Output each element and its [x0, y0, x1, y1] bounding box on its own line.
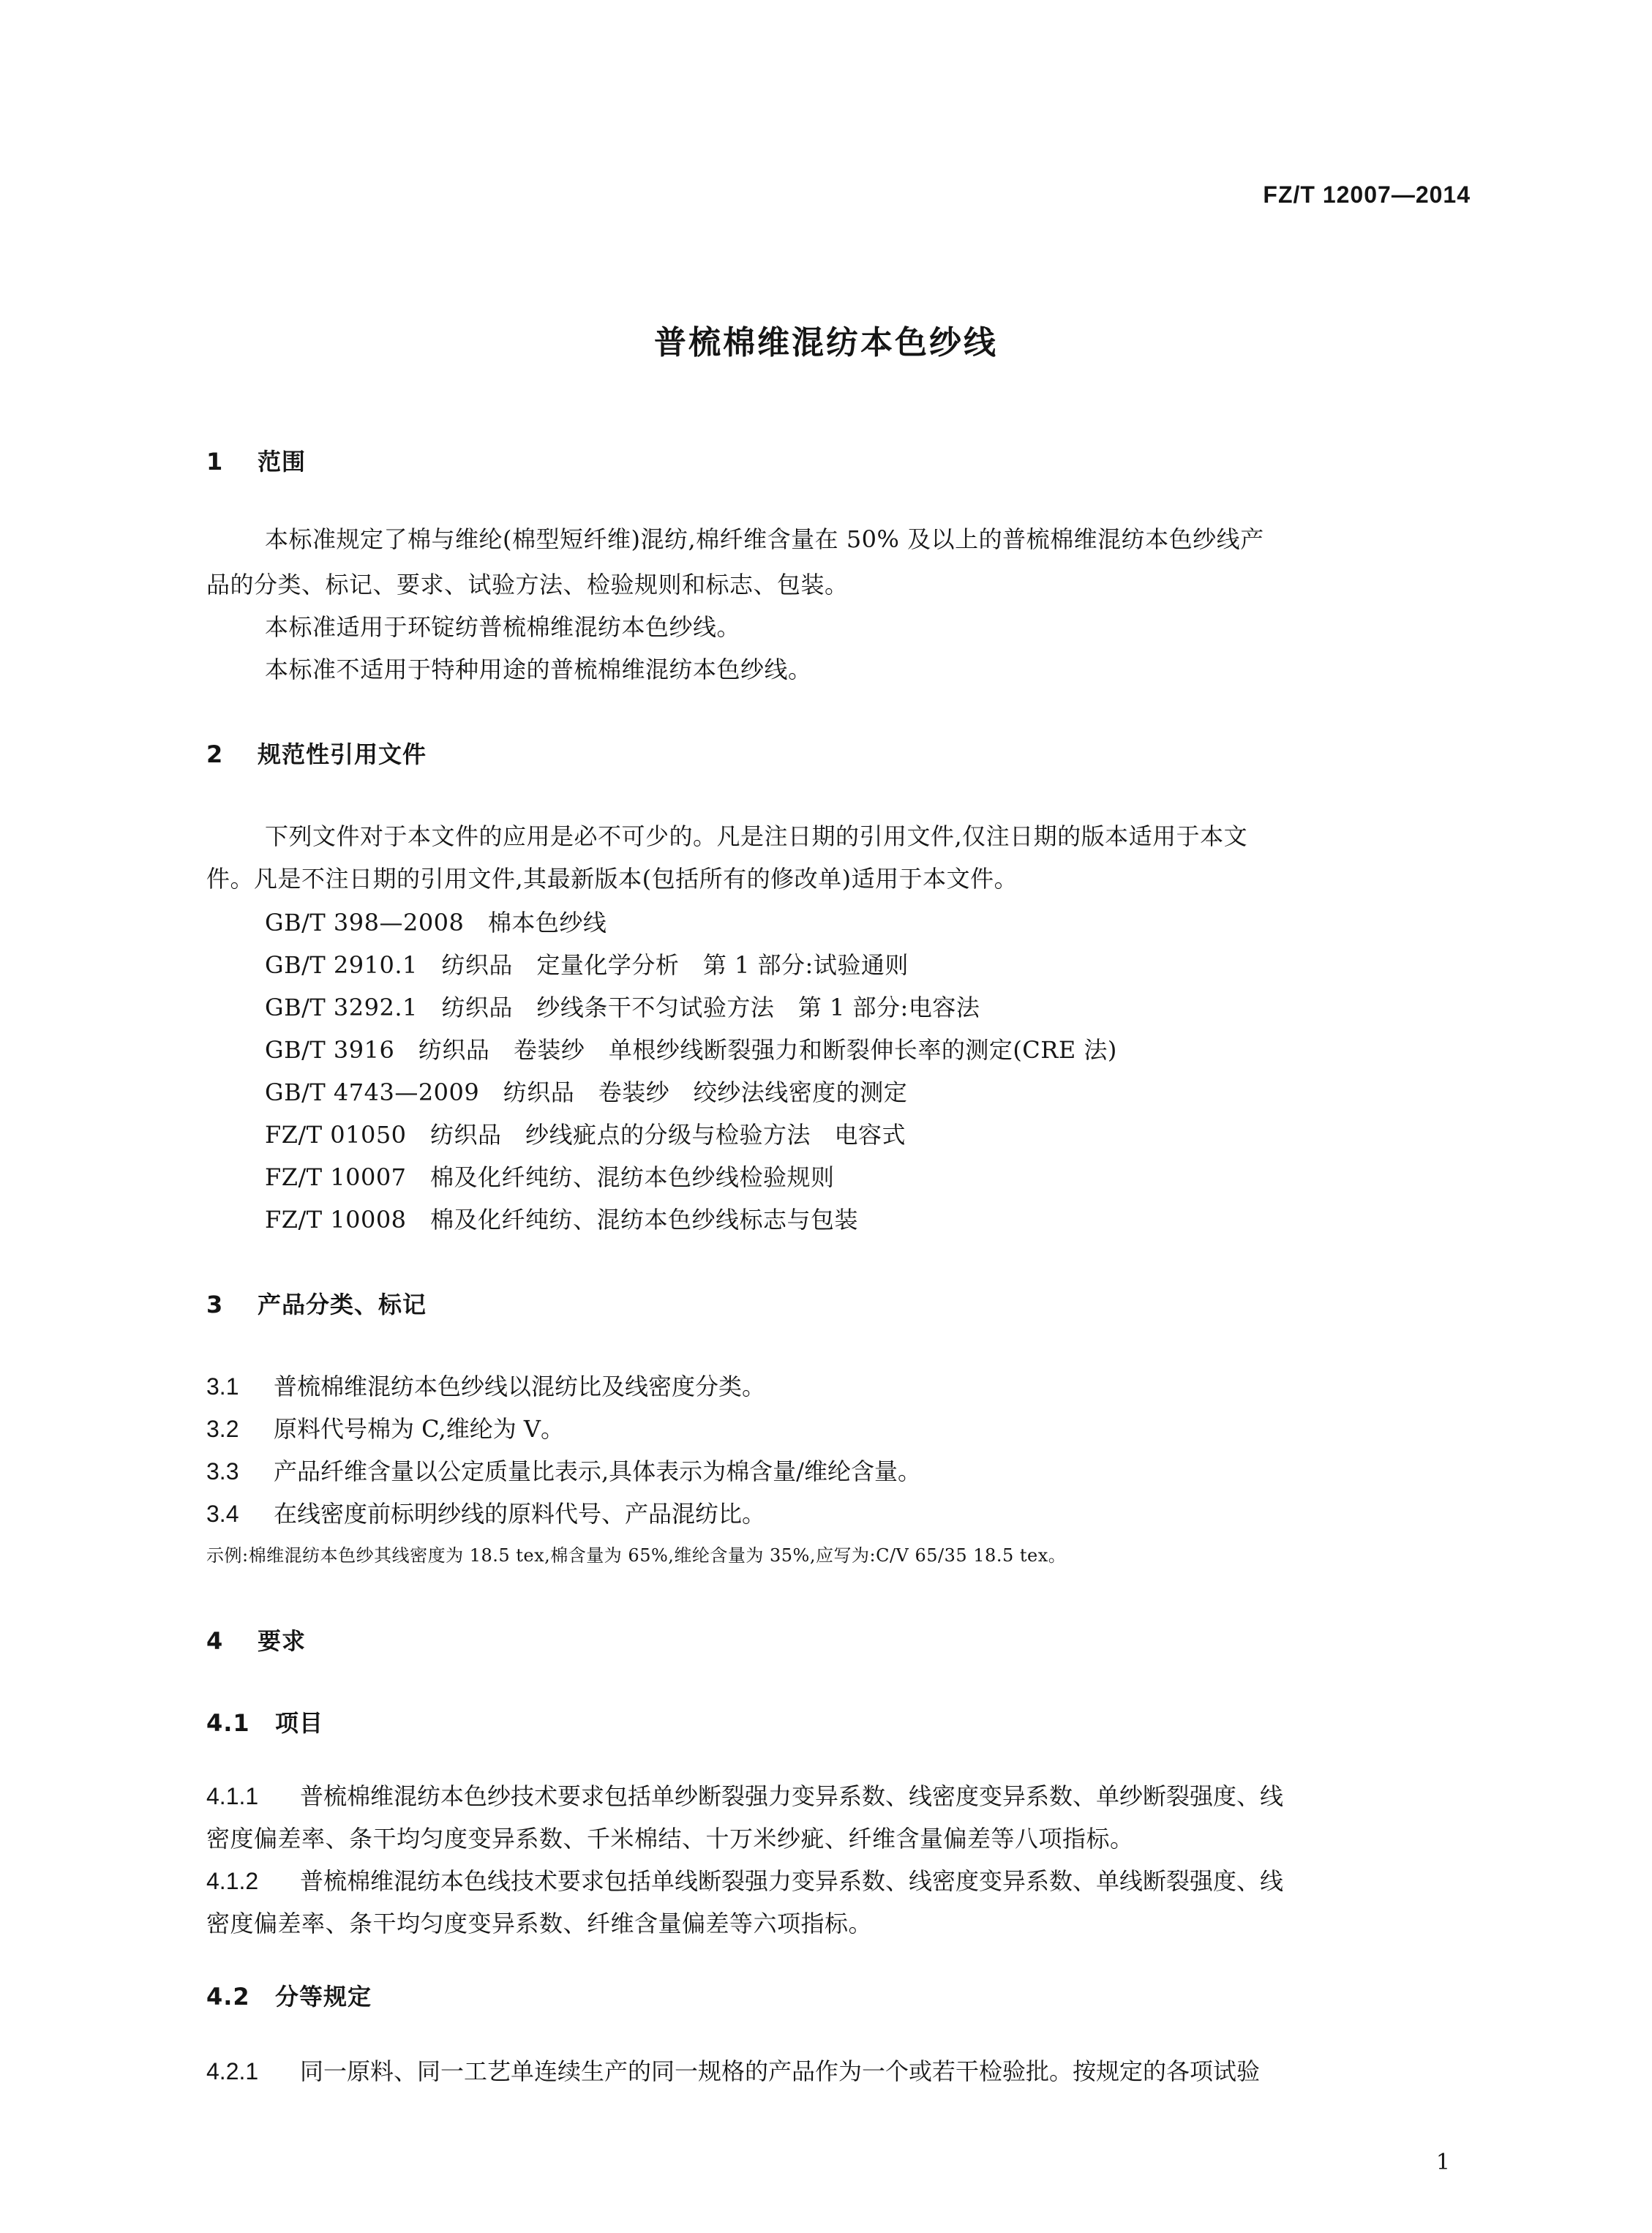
reference-item: GB/T 398—2008 棉本色纱线 — [265, 909, 607, 937]
paragraph: 密度偏差率、条干均匀度变异系数、纤维含量偏差等六项指标。 — [206, 1910, 873, 1937]
section-4-heading — [206, 1623, 306, 1656]
page-title: 普梳棉维混纺本色纱线 — [654, 324, 998, 361]
clause-number: 3.4 — [206, 1501, 239, 1527]
page-number: 1 — [1435, 2150, 1450, 2175]
section-title: 规范性引用文件 — [258, 740, 427, 768]
clause-number: 4.2.1 — [206, 2058, 259, 2084]
paragraph: 本标准适用于环锭纺普梳棉维混纺本色纱线。 — [265, 613, 741, 641]
reference-item: GB/T 2910.1 纺织品 定量化学分析 第 1 部分:试验通则 — [265, 951, 909, 979]
paragraph: 品的分类、标记、要求、试验方法、检验规则和标志、包装。 — [206, 571, 849, 598]
clause-text: 普梳棉维混纺本色线技术要求包括单线断裂强力变异系数、线密度变异系数、单线断裂强度、线 — [300, 1867, 1284, 1895]
paragraph: 本标准规定了棉与维纶(棉型短纤维)混纺,棉纤维含量在 50% 及以上的普梳棉维混纺本色纱线产 — [265, 525, 1264, 553]
section-title: 范围 — [258, 448, 307, 476]
reference-item: FZ/T 01050 纺织品 纱线疵点的分级与检验方法 电容式 — [265, 1121, 906, 1149]
clause-number: 3.2 — [206, 1416, 239, 1442]
reference-item: FZ/T 10008 棉及化纤纯纺、混纺本色纱线标志与包装 — [265, 1206, 859, 1234]
reference-item: FZ/T 10007 棉及化纤纯纺、混纺本色纱线检验规则 — [265, 1163, 835, 1191]
clause-text: 产品纤维含量以公定质量比表示,具体表示为棉含量/维纶含量。 — [274, 1457, 921, 1485]
clause-text: 在线密度前标明纱线的原料代号、产品混纺比。 — [274, 1500, 766, 1528]
document-number: FZ/T 12007—2014 — [1263, 181, 1471, 208]
clause-item — [206, 1778, 1283, 1812]
clause-text: 普梳棉维混纺本色纱技术要求包括单纱断裂强力变异系数、线密度变异系数、单纱断裂强度、线 — [300, 1782, 1284, 1810]
section-number: 4 — [206, 1627, 224, 1655]
paragraph: 密度偏差率、条干均匀度变异系数、千米棉结、十万米纱疵、纤维含量偏差等八项指标。 — [206, 1825, 1134, 1853]
clause-number: 3.3 — [206, 1458, 239, 1485]
example-note: 示例:棉维混纺本色纱其线密度为 18.5 tex,棉含量为 65%,维纶含量为 35%,应写为:C/V 65/35 18.5 tex。 — [206, 1545, 1067, 1566]
section-1-heading — [206, 443, 306, 477]
section-3-heading — [206, 1286, 427, 1320]
clause-text: 同一原料、同一工艺单连续生产的同一规格的产品作为一个或若干检验批。按规定的各项试验 — [300, 2057, 1261, 2085]
reference-item: GB/T 3916 纺织品 卷装纱 单根纱线断裂强力和断裂伸长率的测定(CRE 法) — [265, 1036, 1117, 1064]
clause-number: 4.1.1 — [206, 1783, 259, 1809]
clause-number: 3.1 — [206, 1373, 239, 1400]
section-2-heading — [206, 736, 427, 770]
section-title: 产品分类、标记 — [258, 1291, 427, 1318]
paragraph: 本标准不适用于特种用途的普梳棉维混纺本色纱线。 — [265, 656, 812, 683]
subsection-title: 分等规定 — [275, 1983, 372, 2011]
clause-item — [206, 1453, 921, 1487]
clause-text: 普梳棉维混纺本色纱线以混纺比及线密度分类。 — [274, 1373, 766, 1400]
clause-item — [206, 1368, 765, 1402]
section-number: 1 — [206, 448, 224, 476]
paragraph: 件。凡是不注日期的引用文件,其最新版本(包括所有的修改单)适用于本文件。 — [206, 865, 1018, 893]
clause-item — [206, 2053, 1260, 2087]
subsection-title: 项目 — [275, 1709, 324, 1737]
clause-item — [206, 1411, 564, 1444]
subsection-4-1-heading — [206, 1705, 323, 1738]
clause-number: 4.1.2 — [206, 1868, 259, 1894]
paragraph: 下列文件对于本文件的应用是必不可少的。凡是注日期的引用文件,仅注日期的版本适用于本文 — [265, 822, 1248, 850]
clause-item — [206, 1863, 1283, 1896]
reference-item: GB/T 3292.1 纺织品 纱线条干不匀试验方法 第 1 部分:电容法 — [265, 994, 980, 1021]
subsection-number: 4.2 — [206, 1983, 250, 2011]
clause-item — [206, 1495, 765, 1529]
subsection-number: 4.1 — [206, 1709, 250, 1737]
reference-item: GB/T 4743—2009 纺织品 卷装纱 绞纱法线密度的测定 — [265, 1078, 908, 1106]
clause-text: 原料代号棉为 C,维纶为 V。 — [274, 1415, 564, 1443]
section-title: 要求 — [258, 1627, 307, 1655]
subsection-4-2-heading — [206, 1978, 372, 2012]
section-number: 3 — [206, 1291, 224, 1318]
section-number: 2 — [206, 740, 224, 768]
